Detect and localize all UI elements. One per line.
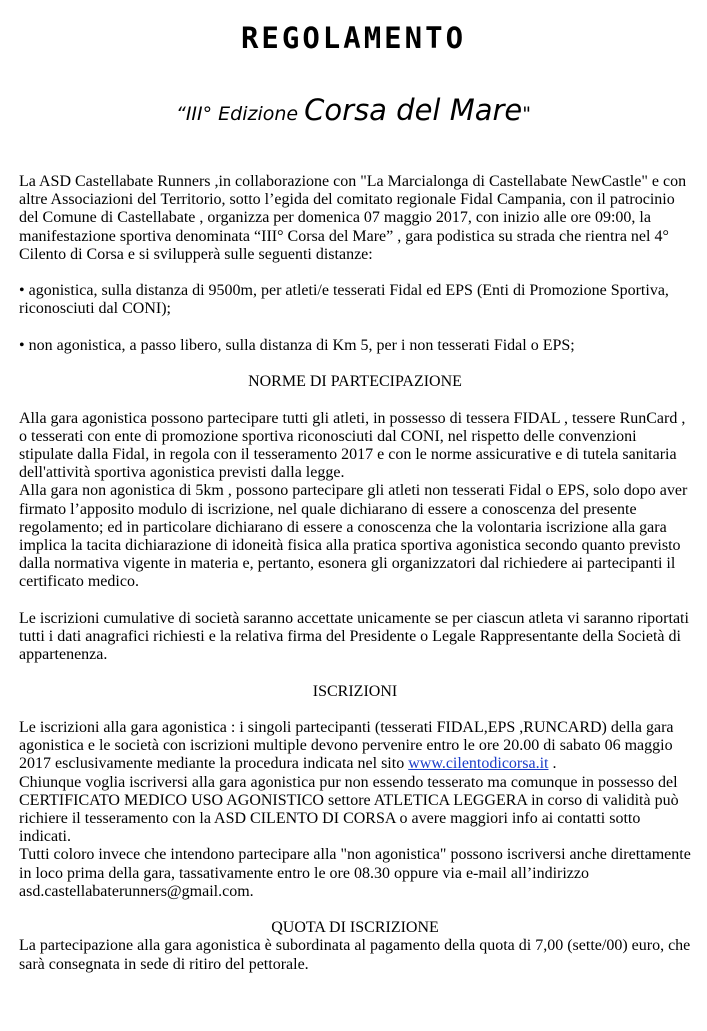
norme-paragraph-3: Le iscrizioni cumulative di società saranno accettate unicamente se per ciascun atleta vi saranno riportati tutti i dati anagrafici richiesti e la relativa firma del Presidente o Legale Rappresentante della Società di appartenenza. bbox=[19, 609, 689, 664]
bullet-agonistica: • agonistica, sulla distanza di 9500m, per atleti/e tesserati Fidal ed EPS (Enti di Promozione Sportiva, riconosciuti dal CONI); bbox=[19, 282, 669, 318]
norme-paragraph-2: Alla gara non agonistica di 5km , possono partecipare gli atleti non tesserati Fidal o EPS, solo dopo aver firmato l’apposito modulo di iscrizione, nel quale dichiarano di essere a conoscenza del presente regolamento; ed in particolare dichiarano di essere a conoscenza che la volontaria iscrizione alla gara implica la tacita dichiarazione di idoneità fisica alla pratica sportiva agonistica secondo quanto previsto dalla normativa vigente in materia e, pertanto, esonera gli organizzatori dal richiedere ai partecipanti il certificato medico. bbox=[19, 482, 688, 591]
quota-paragraph-1: La partecipazione alla gara agonistica è subordinata al pagamento della quota di 7,00 (sette/00) euro, che sarà consegnata in sede di ritiro del pettorale. bbox=[19, 937, 691, 973]
iscrizioni-paragraph-1 bbox=[19, 719, 691, 774]
subtitle-event-name: Corsa del Mare bbox=[304, 93, 523, 127]
document-body bbox=[19, 173, 691, 974]
norme-paragraph-1: Alla gara agonistica possono partecipare tutti gli atleti, in possesso di tessera FIDAL , tessere RunCard , o tesserati con ente di promozione sportiva riconosciuti dal CONI, nel rispetto delle convenzioni stipulate dalla Fidal, in regola con il tesseramento 2017 e con le norme assicurative e di tutela sanitaria dell'attività sportiva agonistica previsti dalla legge. bbox=[19, 409, 686, 482]
subtitle-close-quote: " bbox=[522, 103, 532, 125]
intro-paragraph: La ASD Castellabate Runners ,in collaborazione con "La Marcialonga di Castellabate NewCastle" e con altre Associazioni del Territorio, sotto l’egida del comitato regionale Fidal Campania, con il patrocinio del Comune di Castellabate , organizza per domenica 07 maggio 2017, con inizio alle ore 09:00, la manifestazione sportiva denominata “III° Corsa del Mare” , gara podistica su strada che rientra nel 4° Cilento di Corsa e si svilupperà sulle seguenti distanze: bbox=[19, 173, 687, 263]
subtitle-edition: III° Edizione bbox=[185, 103, 305, 125]
cilentodicorsa-link[interactable]: www.cilentodicorsa.it bbox=[408, 755, 549, 773]
bullet-non-agonistica: • non agonistica, a passo libero, sulla distanza di Km 5, per i non tesserati Fidal o EPS; bbox=[19, 336, 575, 354]
iscrizioni-paragraph-2: Chiunque voglia iscriversi alla gara agonistica pur non essendo tesserato ma comunque in possesso del CERTIFICATO MEDICO USO AGONISTICO settore ATLETICA LEGGERA in corso di validità può richiere il tesseramento con la ASD CILENTO DI CORSA o avere maggiori info ai contatti sotto indicati. bbox=[19, 773, 679, 846]
iscrizioni-text-after-link: . bbox=[548, 755, 557, 773]
heading-iscrizioni: ISCRIZIONI bbox=[312, 682, 398, 700]
iscrizioni-paragraph-3: Tutti coloro invece che intendono partecipare alla "non agonistica" possono iscriversi anche direttamente in loco prima della gara, tassativamente entro le ore 08.30 oppure via e-mail all’indirizzo asd.castellabaterunners@gmail.com. bbox=[19, 846, 691, 900]
heading-norme: NORME DI PARTECIPAZIONE bbox=[248, 373, 462, 391]
iscrizioni-text-before-link: Le iscrizioni alla gara agonistica : i singoli partecipanti (tesserati FIDAL,EPS ,RUNCARD) della gara agonistica e le società con iscrizioni multiple devono pervenire entro le ore 20.00 di sabato 06 maggio 2017 esclusivamente mediante la procedura indicata nel sito bbox=[19, 718, 674, 773]
page-title: REGOLAMENTO bbox=[240, 21, 467, 55]
heading-quota: QUOTA DI ISCRIZIONE bbox=[271, 919, 439, 937]
page-subtitle bbox=[0, 90, 707, 135]
subtitle-open-quote: “ bbox=[175, 103, 186, 125]
